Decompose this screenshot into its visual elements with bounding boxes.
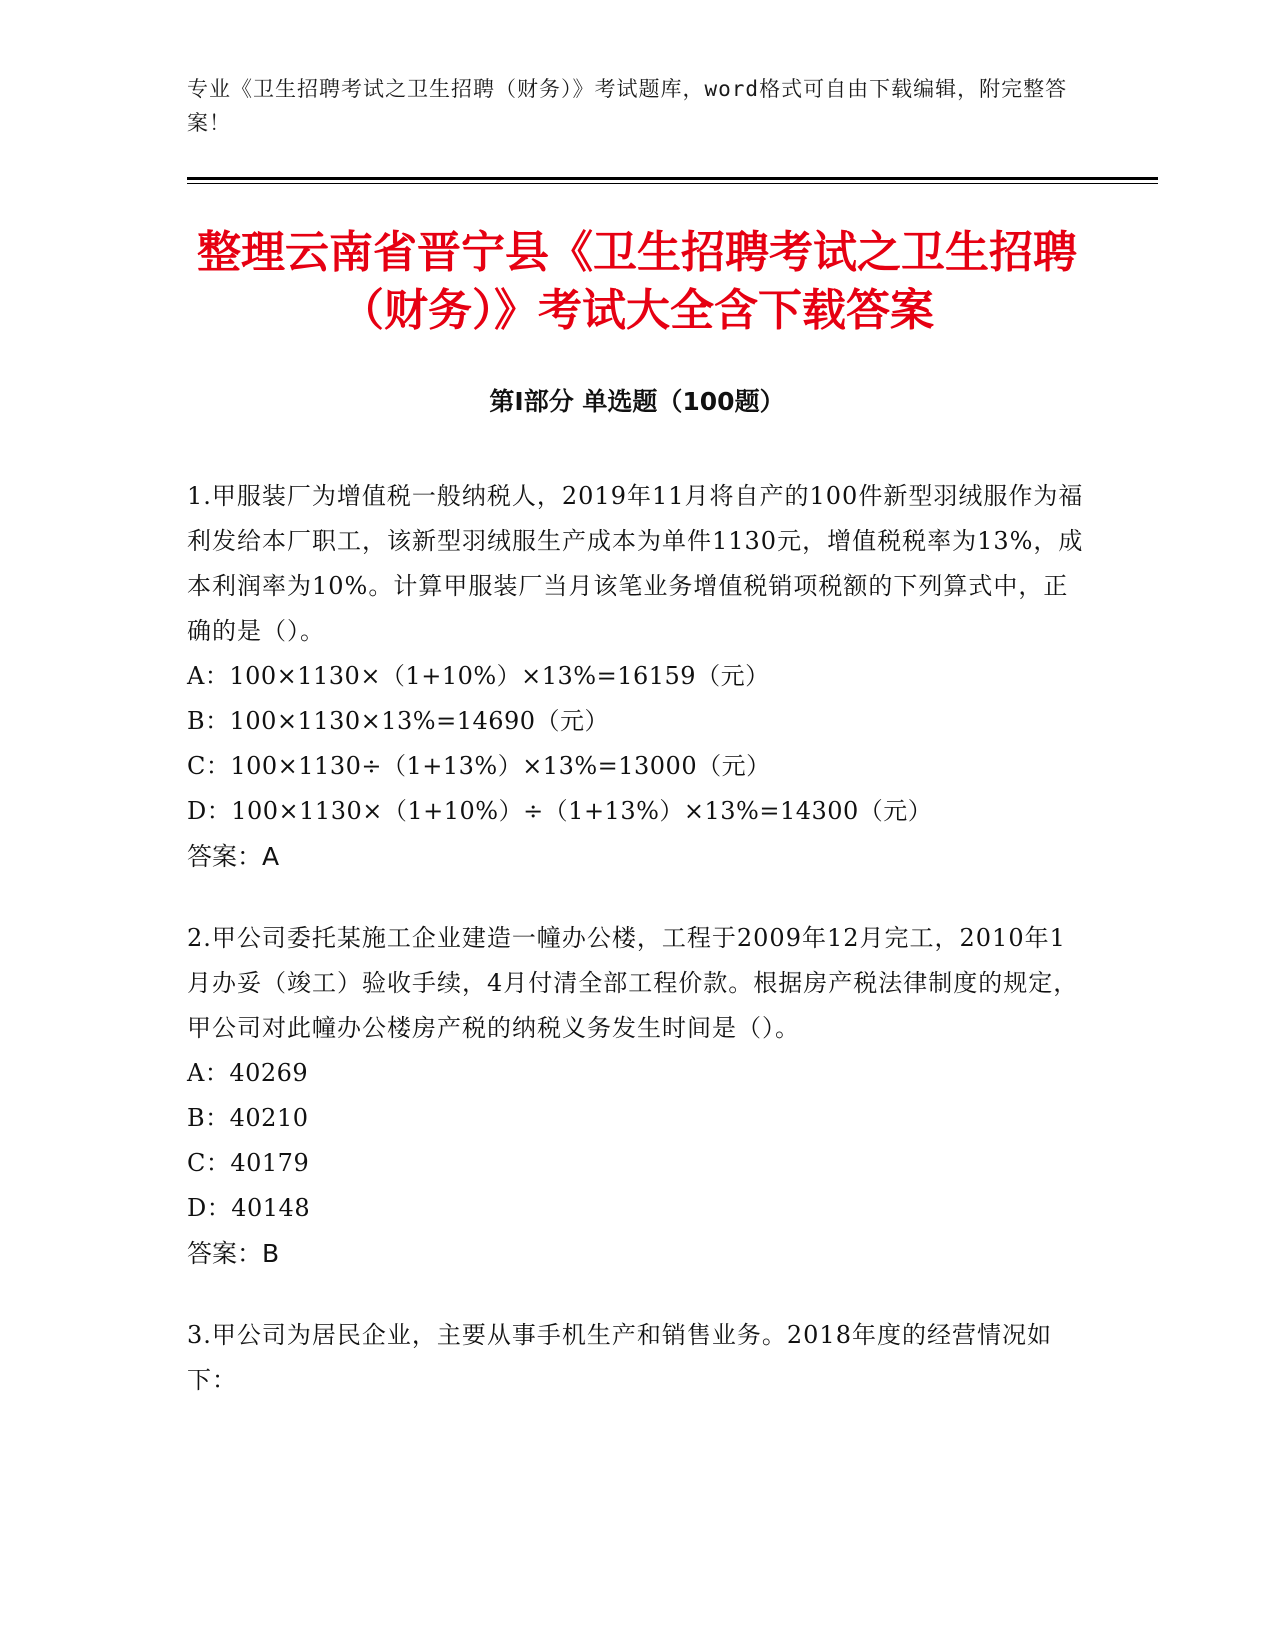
question-stem: 1.甲服装厂为增值税一般纳税人，2019年11月将自产的100件新型羽绒服作为福利发给本厂职工，该新型羽绒服生产成本为单件1130元，增值税税率为13%，成本利润率为10%。计算甲服装厂当月该笔业务增值税销项税额的下列算式中，正确的是（）。 <box>187 482 1084 645</box>
question-1 <box>187 474 1087 879</box>
option-b: B：40210 <box>187 1104 309 1132</box>
header-divider-thin <box>187 183 1158 184</box>
option-d: D：100×1130×（1+10%）÷（1+13%）×13%=14300（元） <box>187 797 933 825</box>
option-a: A：40269 <box>187 1059 309 1087</box>
option-a: A：100×1130×（1+10%）×13%=16159（元） <box>187 662 770 690</box>
document-title: 整理云南省晋宁县《卫生招聘考试之卫生招聘（财务）》考试大全含下载答案 <box>197 227 1077 336</box>
answer-line: 答案：A <box>187 842 280 871</box>
option-c: C：40179 <box>187 1149 310 1177</box>
option-d: D：40148 <box>187 1194 311 1222</box>
question-2 <box>187 916 1087 1276</box>
question-list <box>187 474 1087 1440</box>
question-stem: 3.甲公司为居民企业，主要从事手机生产和销售业务。2018年度的经营情况如下： <box>187 1321 1052 1394</box>
question-3 <box>187 1313 1087 1403</box>
option-c: C：100×1130÷（1+13%）×13%=13000（元） <box>187 752 771 780</box>
option-b: B：100×1130×13%=14690（元） <box>187 707 610 735</box>
question-stem: 2.甲公司委托某施工企业建造一幢办公楼，工程于2009年12月完工，2010年1月办妥（竣工）验收手续，4月付清全部工程价款。根据房产税法律制度的规定，甲公司对此幢办公楼房产税的纳税义务发生时间是（）。 <box>187 924 1079 1042</box>
header-divider-thick <box>187 177 1158 180</box>
header-note: 专业《卫生招聘考试之卫生招聘（财务）》考试题库，word格式可自由下载编辑，附完整答案！ <box>187 77 1068 135</box>
section-title: 第Ⅰ部分 单选题（100题） <box>489 387 785 416</box>
answer-line: 答案：B <box>187 1239 280 1268</box>
